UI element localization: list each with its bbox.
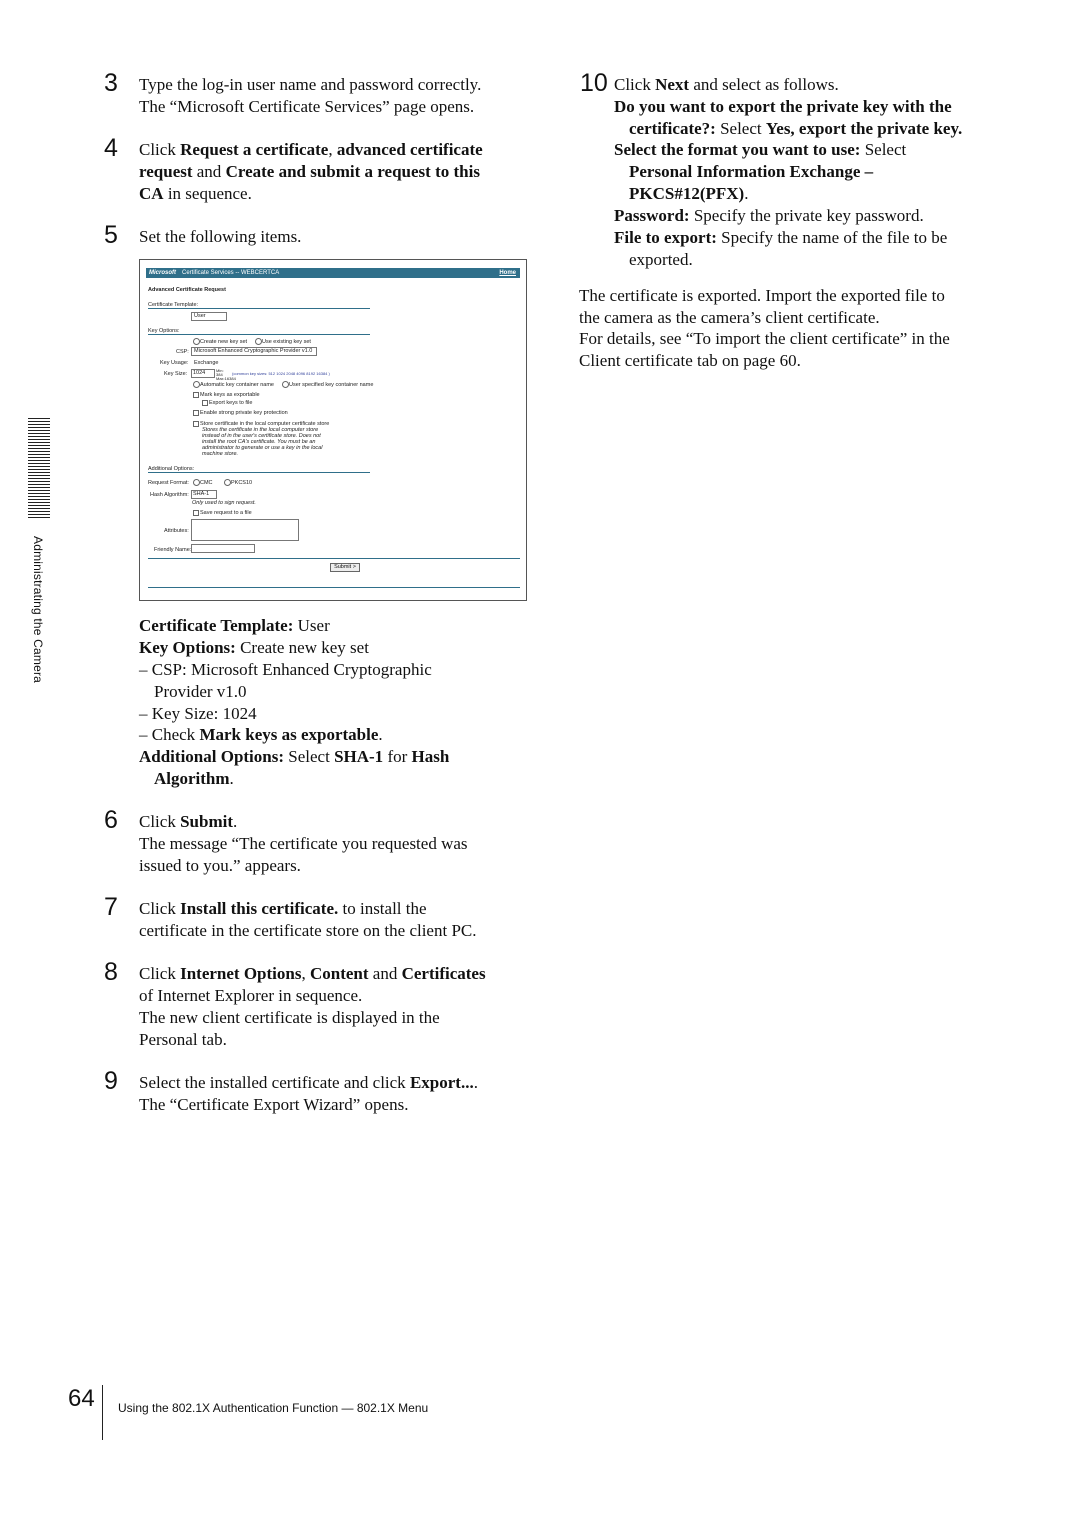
step-text: The “Microsoft Certificate Services” page opens. [139, 97, 475, 116]
user-container-radio[interactable] [282, 381, 289, 388]
use-existing-radio[interactable] [255, 338, 262, 345]
step-text: Click Request a certificate, advanced certificate [139, 140, 483, 159]
export-file-checkbox[interactable] [202, 400, 208, 406]
divider [148, 334, 370, 335]
step-number: 6 [104, 806, 118, 834]
divider [148, 558, 520, 559]
exchange-radio[interactable]: Exchange [194, 360, 219, 366]
create-new-radio[interactable] [193, 338, 200, 345]
step-text: Set the following items. [139, 227, 302, 246]
hash-select[interactable]: SHA-1 [191, 490, 217, 499]
form-heading: Advanced Certificate Request [148, 287, 226, 293]
divider [148, 308, 370, 309]
step-number: 10 [580, 69, 608, 97]
page-number: 64 [68, 1385, 95, 1412]
store-local-checkbox[interactable] [193, 421, 199, 427]
sidebar-tab-marker [28, 418, 50, 520]
csp-select[interactable]: Microsoft Enhanced Cryptographic Provider v1.0 [191, 347, 317, 356]
step-number: 9 [104, 1067, 118, 1095]
section-label: Key Options: [148, 328, 180, 334]
template-select[interactable]: User [191, 312, 227, 321]
title-bar: Microsoft Certificate Services -- WEBCERTCA Home [146, 268, 520, 278]
mark-exportable-checkbox[interactable] [193, 392, 199, 398]
key-size-input[interactable]: 1024 [191, 369, 215, 378]
pkcs10-radio[interactable] [224, 479, 231, 486]
attributes-textarea[interactable] [191, 519, 299, 541]
step-number: 8 [104, 958, 118, 986]
cmc-radio[interactable] [193, 479, 200, 486]
section-label: Additional Options: [148, 466, 195, 472]
footer-divider [102, 1385, 103, 1440]
step-text: CA in sequence. [139, 184, 252, 203]
home-link[interactable]: Home [499, 270, 516, 276]
divider [148, 472, 370, 473]
step-text: Type the log-in user name and password correctly. [139, 75, 482, 94]
step-text: request and Create and submit a request to this [139, 162, 480, 181]
auto-container-radio[interactable] [193, 381, 200, 388]
step-number: 7 [104, 893, 118, 921]
step-number: 3 [104, 69, 118, 97]
certificate-request-screenshot: Microsoft Certificate Services -- WEBCERTCA Home Advanced Certificate Request Certificate Template: User Key Options: Create new key set Use existing key set CSP: Microsoft Enhanced Cryptographic Provider v1.0 Key Usage: Exchange Key Size: 1024 Min: 384 Max:16384 (common key sizes: 512 1024 2048 4096 8192 16384 ) Automatic key container name User specified key container name Mark keys as exportable Export keys to file Enable strong private key protection Store certificate in the local computer certificate store Stores the certificate in the local computer store instead of in the user's certificate store. Does not install the root CA's certificate. You must be an administrator to generate or use a key in the local machine store. Additional Options: Request Format: CMC PKCS10 Hash Algorithm: SHA-1 Only used to sign request. Save request to a file Attributes: Friendly Name: Submit > [139, 259, 527, 601]
save-request-checkbox[interactable] [193, 510, 199, 516]
section-label: Certificate Template: [148, 302, 199, 308]
running-footer: Using the 802.1X Authentication Function — 802.1X Menu [118, 1401, 429, 1415]
divider [148, 587, 520, 588]
sidebar-section-label: Administrating the Camera [31, 536, 45, 684]
friendly-name-input[interactable] [191, 544, 255, 553]
step-number: 4 [104, 134, 118, 162]
submit-button[interactable]: Submit > [330, 563, 360, 572]
strong-protection-checkbox[interactable] [193, 410, 199, 416]
step-number: 5 [104, 221, 118, 249]
